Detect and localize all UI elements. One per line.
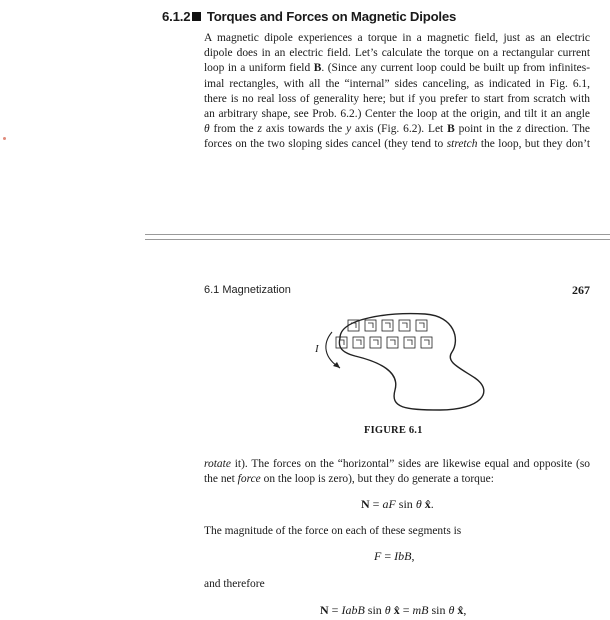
infinitesimal-loop [353, 337, 364, 348]
paragraph-horizontal-forces [204, 457, 590, 487]
figure-current-loop [310, 310, 500, 420]
text-line: A magnetic dipole experiences a torque in a magnetic field, just as an electric [204, 32, 590, 44]
section-heading [162, 9, 456, 24]
text-line: rotate it). The forces on the “horizontal” sides are likewise equal and opposite (so [204, 458, 590, 470]
text-line: the net force on the loop is zero), but they do generate a torque: [204, 473, 494, 486]
page-divider-top [145, 234, 610, 235]
infinitesimal-loop [370, 337, 381, 348]
heading-square-icon [192, 12, 201, 21]
equation-torque: N = aF sin θ x̂. [361, 497, 434, 511]
loop-arrow-icon [424, 340, 429, 345]
loop-arrow-icon [407, 340, 412, 345]
text-line: θ from the z axis towards the y axis (Fig. 6.2). Let B point in the z direction. The [204, 123, 590, 136]
infinitesimal-loop [387, 337, 398, 348]
outer-current-loop [339, 314, 483, 410]
loop-arrow-icon [390, 340, 395, 345]
section-title: Torques and Forces on Magnetic Dipoles [206, 9, 457, 24]
running-head-section: 6.1 Magnetization [204, 284, 291, 296]
infinitesimal-loop [382, 320, 393, 331]
section-number: 6.1.2 [162, 9, 191, 24]
infinitesimal-loop [399, 320, 410, 331]
loop-arrow-icon [373, 340, 378, 345]
infinitesimal-loop [421, 337, 432, 348]
loop-arrow-icon [419, 323, 424, 328]
margin-mark [3, 137, 6, 140]
paragraph-therefore: and therefore [204, 578, 265, 590]
loop-arrow-icon [356, 340, 361, 345]
paragraph-force-magnitude: The magnitude of the force on each of these segments is [204, 525, 462, 537]
current-label: I [315, 343, 319, 355]
infinitesimal-loop [416, 320, 427, 331]
equation-force: F = IbB, [374, 549, 415, 563]
text-line: loop in a uniform field B. (Since any current loop could be built up from infinites- [204, 62, 590, 75]
text-line: dipole does in an electric field. Let’s calculate the torque on a rectangular current [204, 47, 590, 60]
infinitesimal-loop [404, 337, 415, 348]
equation-final-torque: N = IabB sin θ x̂ = mB sin θ x̂, [320, 603, 467, 617]
loop-arrow-icon [385, 323, 390, 328]
text-line: imal rectangles, with all the “internal” sides canceling, as indicated in Fig. 6.1, [204, 77, 590, 90]
infinitesimal-loop [365, 320, 376, 331]
page-number: 267 [572, 283, 590, 297]
infinitesimal-loop [336, 337, 347, 348]
loop-arrow-icon [402, 323, 407, 328]
text-line: there is no real loss of generality here; but if you prefer to start from scratch with [204, 92, 590, 105]
text-line: an arbitrary shape, see Prob. 6.2.) Center the loop at the origin, and tilt it an angle [204, 108, 590, 121]
text-line: forces on the two sloping sides cancel (they tend to stretch the loop, but they don’t [204, 138, 590, 151]
page-divider-bottom [145, 239, 610, 240]
figure-caption: FIGURE 6.1 [364, 425, 423, 436]
loop-arrow-icon [368, 323, 373, 328]
paragraph-torque-intro [204, 31, 590, 153]
